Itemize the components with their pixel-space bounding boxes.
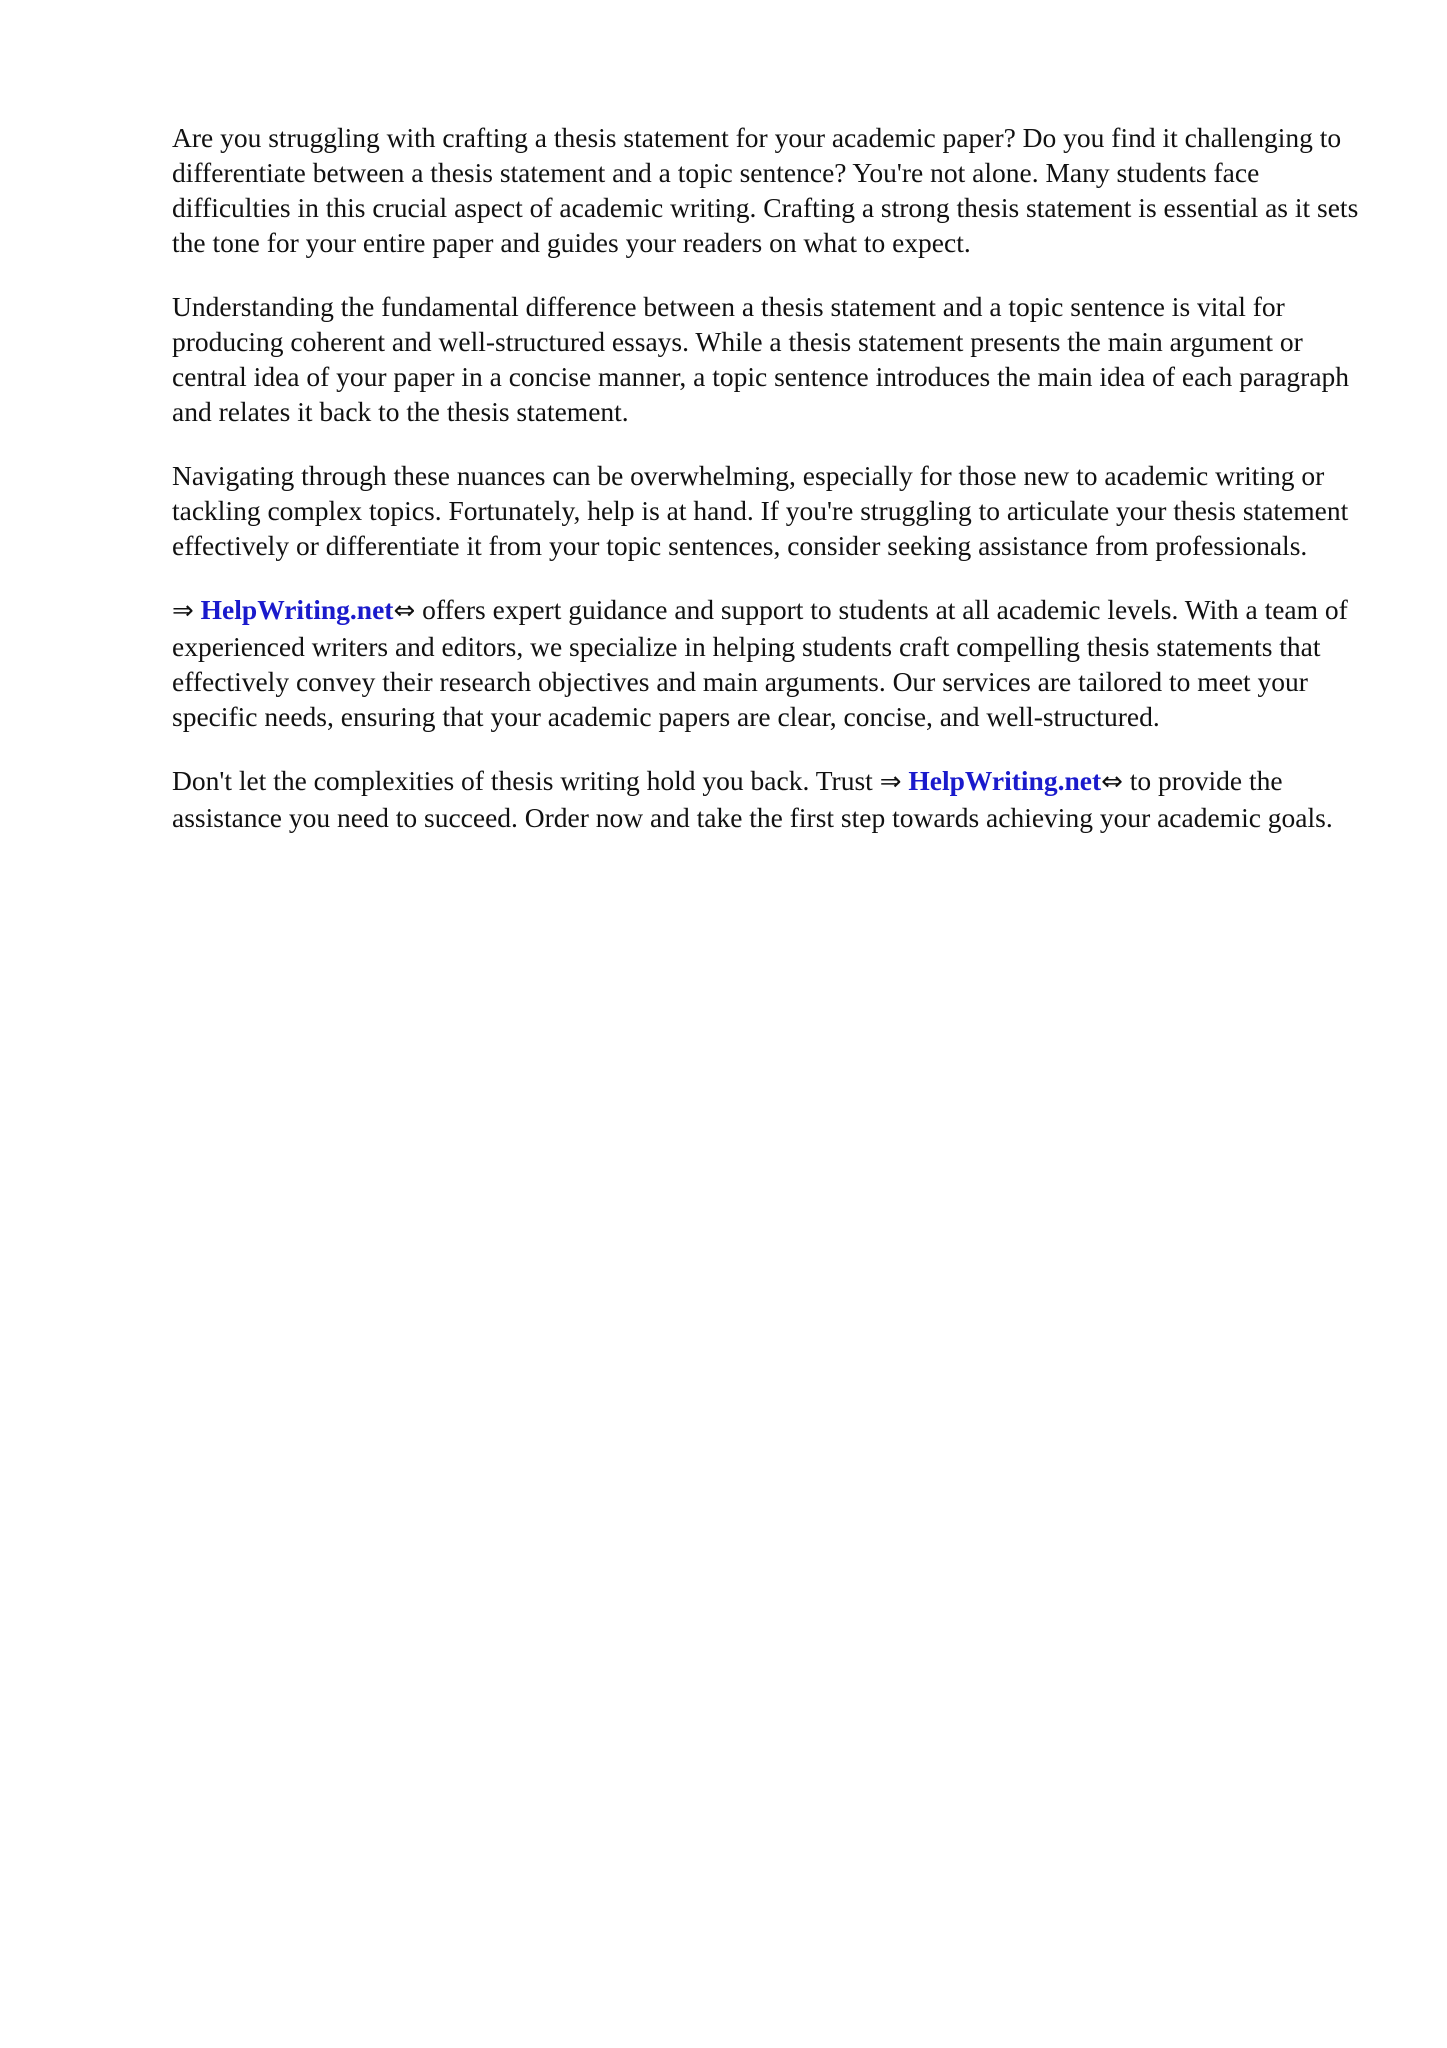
right-double-arrow-icon: ⇒ xyxy=(879,767,902,797)
paragraph-nuances: Navigating through these nuances can be overwhelming, especially for those new to academic writing or tackling complex topics. Fortunately, help is at hand. If you're struggling to articulate your thesis statement effectively or differentiate it from your topic sentences, consider seeking assistance from professionals. xyxy=(172,460,1349,561)
left-right-double-arrow-icon: ⇔ xyxy=(393,596,416,626)
paragraph-difference: Understanding the fundamental difference between a thesis statement and a topic sentence is vital for producing coherent and well-structured essays. While a thesis statement presents the main argument or central idea of your paper in a concise manner, a topic sentence introduces the main idea of each paragraph and relates it back to the thesis statement. xyxy=(172,291,1350,427)
closing-text-after: to provide the assistance you need to succeed. Order now and take the first step towards achieving your academic goals. xyxy=(172,765,1333,833)
helpwriting-link[interactable]: HelpWriting.net xyxy=(908,765,1102,796)
closing-text-before: Don't let the complexities of thesis writing hold you back. Trust xyxy=(172,765,880,796)
document-body xyxy=(172,120,1367,864)
left-right-double-arrow-icon: ⇔ xyxy=(1101,767,1123,797)
paragraph-closing xyxy=(172,763,1367,835)
helpwriting-link[interactable]: HelpWriting.net xyxy=(200,594,394,625)
promo-text: offers expert guidance and support to students at all academic levels. With a team of experienced writers and editors, we specialize in helping students craft compelling thesis statements that effectively convey their research objectives and main arguments. Our services are tailored to meet your specific needs, ensuring that your academic papers are clear, concise, and well-structured. xyxy=(172,594,1348,732)
right-double-arrow-icon: ⇒ xyxy=(172,596,194,626)
paragraph-intro: Are you struggling with crafting a thesis statement for your academic paper? Do you find it challenging to differentiate between a thesis statement and a topic sentence? You're not alone. Many students face difficulties in this crucial aspect of academic writing. Crafting a strong thesis statement is essential as it sets the tone for your entire paper and guides your readers on what to expect. xyxy=(172,122,1359,258)
paragraph-promo xyxy=(172,592,1367,734)
